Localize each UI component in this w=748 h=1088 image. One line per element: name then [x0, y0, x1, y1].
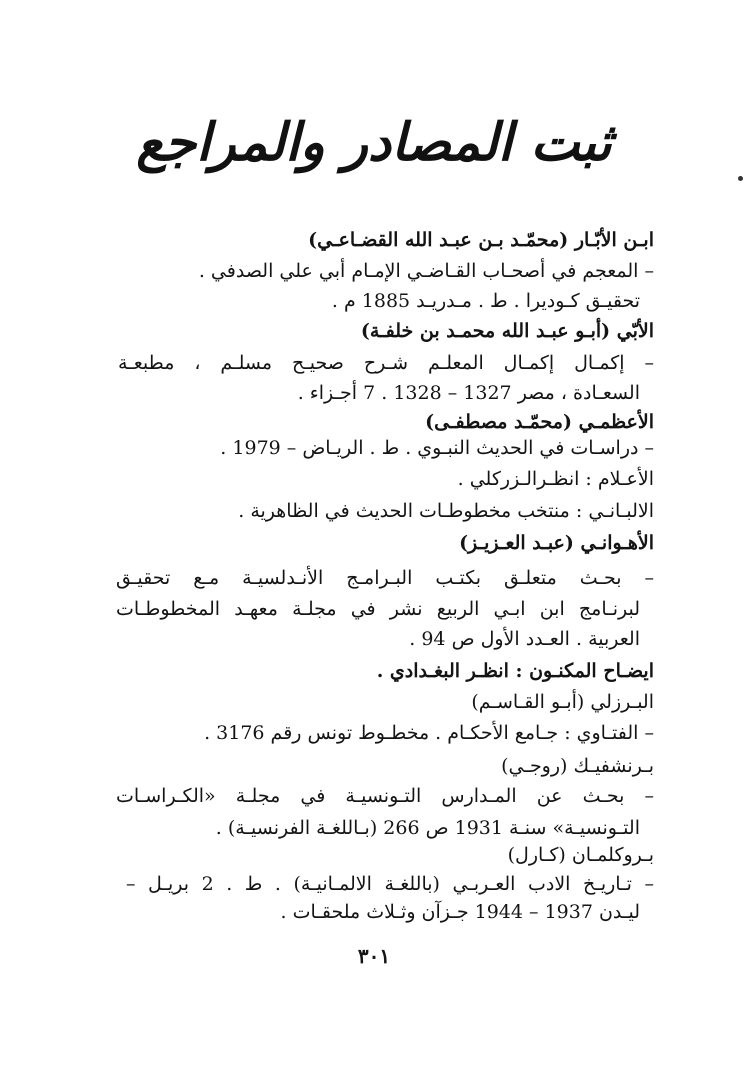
entry-heading: الأعظمـي (محمّـد مصطفـى): [425, 411, 654, 433]
entry-text: – إكمـال إكمـال المعلـم شـرح صحيـح مسلـم ، مطبعـة: [118, 352, 654, 374]
entry-heading: بـرنشفيـك (روجـي): [501, 755, 654, 777]
entry-text: – دراسـات في الحديث النبـوي . ط . الريـاض – 1979 .: [220, 437, 654, 459]
entry-heading: الأعـلام : انظـرالـزركلي .: [457, 468, 654, 490]
entry-text: لبرنـامج ابن ابـي الربيع نشر في مجلـة معهـد المخطوطـات: [116, 598, 640, 620]
entry-text: التـونسيـة» سنـة 1931 ص 266 (بـاللغـة الفرنسيـة) .: [215, 817, 640, 839]
entry-heading: البـرزلي (أبـو القـاسـم): [471, 691, 654, 713]
entry-text: تحقيـق كـوديرا . ط . مـدريـد 1885 م .: [331, 290, 640, 312]
entry-heading: بـروكلمـان (كـارل): [507, 844, 654, 866]
entry-text: ليـدن 1937 – 1944 جـزآن وثـلاث ملحقـات .: [280, 901, 640, 923]
page-number: ٣٠١: [357, 944, 391, 968]
entry-text: – تـاريـخ الادب العـربـي (باللغـة الالمـانيـة) . ط . 2 بريـل –: [126, 873, 654, 895]
entry-heading: ايضـاح المكنـون : انظـر البغـدادي .: [376, 660, 654, 682]
page-edge-mark: [738, 176, 743, 181]
entry-heading: الأبّي (أبـو عبـد الله محمـد بن خلفـة): [360, 320, 654, 342]
entry-text: العربية . العـدد الأول ص 94 .: [409, 628, 640, 650]
entry-text: – المعجم في أصحـاب القـاضـي الإمـام أبي علي الصدفي .: [198, 260, 654, 282]
page-title: ثبت المصادر والمراجع: [136, 112, 612, 173]
entry-heading: ابـن الأبّـار (محمّـد بـن عبـد الله القضـاعـي): [308, 229, 654, 251]
entry-text: – بحـث متعلـق بكتـب البـرامـج الأنـدلسيـة مـع تحقيـق: [116, 567, 654, 589]
entry-text: – الفتـاوي : جـامع الأحكـام . مخطـوط تونس رقم 3176 .: [204, 722, 654, 744]
entry-text: – بحـث عن المـدارس التـونسيـة في مجلـة «الكـراسـات: [116, 785, 654, 807]
entry-heading: الالبـانـي : منتخب مخطوطـات الحديث في الظاهرية .: [238, 500, 654, 522]
entry-text: السعـادة ، مصر 1327 – 1328 . 7 أجـزاء .: [297, 382, 640, 404]
entry-heading: الأهـوانـي (عبـد العـزيـز): [459, 532, 654, 554]
